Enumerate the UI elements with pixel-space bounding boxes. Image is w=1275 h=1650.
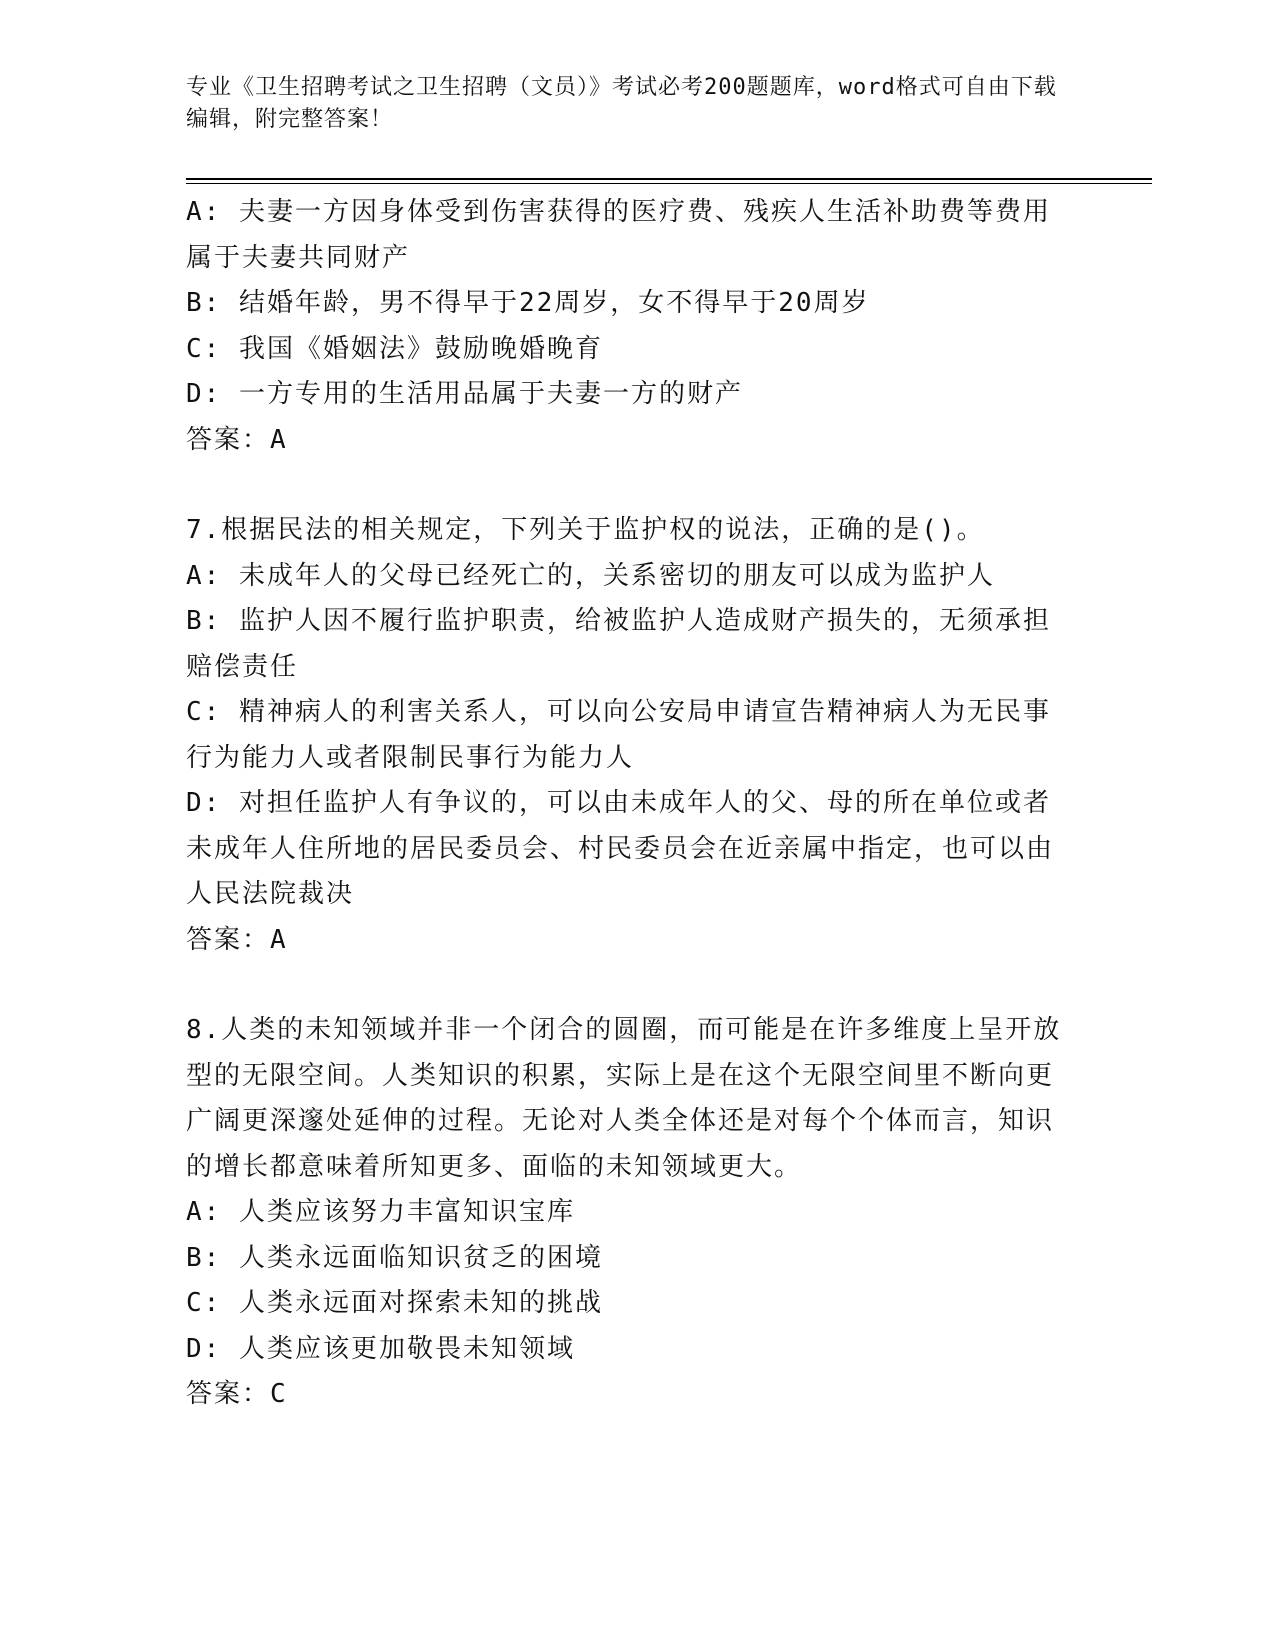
question-text: 7.根据民法的相关规定，下列关于监护权的说法，正确的是()。 — [186, 515, 985, 545]
option-b: B: 人类永远面临知识贫乏的困境 — [186, 1242, 603, 1273]
option-a: A: 人类应该努力丰富知识宝库 — [186, 1197, 575, 1227]
option-b: B: 结婚年龄，男不得早于22周岁，女不得早于20周岁 — [186, 288, 870, 318]
question-block — [186, 190, 1066, 463]
answer-line: 答案：A — [186, 424, 288, 455]
option-a: A: 未成年人的父母已经死亡的，关系密切的朋友可以成为监护人 — [186, 560, 995, 591]
document-header: 专业《卫生招聘考试之卫生招聘（文员）》考试必考200题题库，word格式可自由下载编辑，附完整答案！ — [186, 75, 1057, 132]
question-block — [186, 1008, 1066, 1418]
option-c: C: 精神病人的利害关系人，可以向公安局申请宣告精神病人为无民事行为能力人或者限制民事行为能力人 — [186, 697, 1051, 773]
option-d: D: 人类应该更加敬畏未知领域 — [186, 1333, 575, 1364]
option-a: A: 夫妻一方因身体受到伤害获得的医疗费、残疾人生活补助费等费用属于夫妻共同财产 — [186, 197, 1051, 273]
option-d: D: 对担任监护人有争议的，可以由未成年人的父、母的所在单位或者未成年人住所地的居民委员会、村民委员会在近亲属中指定，也可以由人民法院裁决 — [186, 788, 1055, 909]
question-text: 8.人类的未知领域并非一个闭合的圆圈，而可能是在许多维度上呈开放型的无限空间。人类知识的积累，实际上是在这个无限空间里不断向更广阔更深邃处延伸的过程。无论对人类全体还是对每个个体而言，知识的增长都意味着所知更多、面临的未知领域更大。 — [186, 1015, 1062, 1182]
option-d: D: 一方专用的生活用品属于夫妻一方的财产 — [186, 379, 743, 409]
option-c: C: 人类永远面对探索未知的挑战 — [186, 1288, 603, 1318]
option-c: C: 我国《婚姻法》鼓励晚婚晚育 — [186, 333, 603, 364]
answer-line: 答案：C — [186, 1379, 288, 1409]
header-divider-thin — [186, 183, 1152, 184]
answer-line: 答案：A — [186, 924, 288, 955]
question-content — [186, 190, 1066, 1418]
question-block — [186, 508, 1066, 963]
option-b: B: 监护人因不履行监护职责，给被监护人造成财产损失的，无须承担赔偿责任 — [186, 606, 1051, 682]
header-divider — [186, 178, 1152, 180]
